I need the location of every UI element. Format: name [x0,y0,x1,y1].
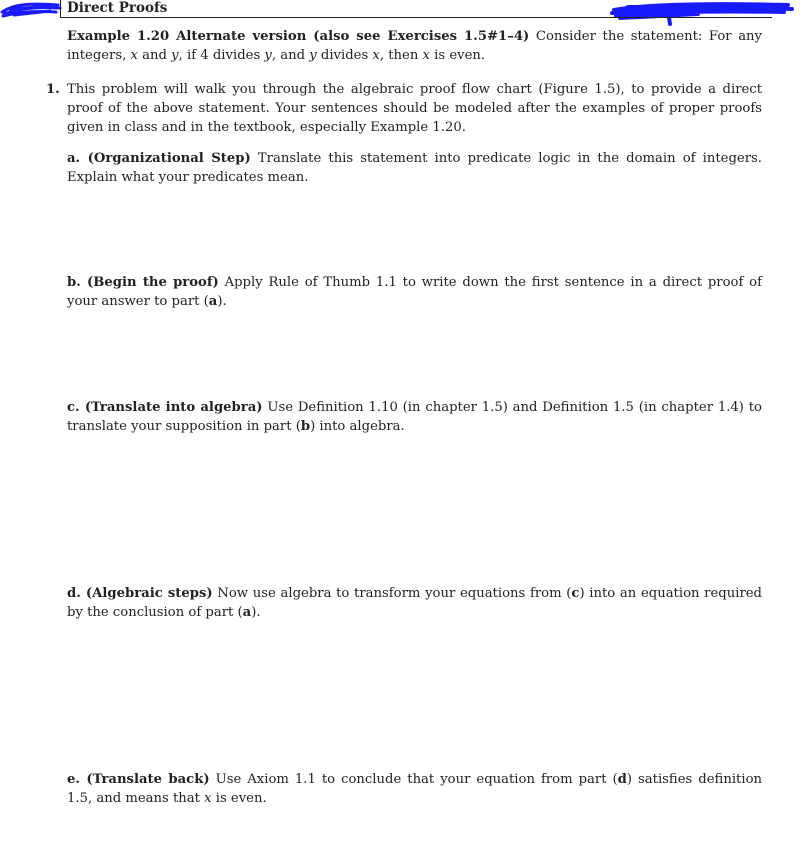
part-e: e. (Translate back) Use Axiom 1.1 to conclude that your equation from part (d) satisfies definition 1.5, and means that x is even. [67,772,763,806]
part-d: d. (Algebraic steps) Now use algebra to transform your equations from (c) into an equation required by the conclusion of part (a). [67,586,762,620]
example-label: Example 1.20 Alternate version (also see Exercises 1.5#1–4) [67,29,530,44]
part-b-label: b. (Begin the proof) [67,275,219,290]
part-a-label: a. (Organizational Step) [67,151,251,166]
header-tick [60,0,61,18]
header-rule [60,17,772,18]
redaction-scribble-left [0,0,66,20]
part-a [67,149,762,187]
problem-statement: This problem will walk you through the algebraic proof flow chart (Figure 1.5), to provide a direct proof of the above statement. Your sentences should be modeled after the examples of proper proofs given in class and in the textbook, especially Example 1.20. [67,82,762,135]
part-c: c. (Translate into algebra) Use Definition 1.10 (in chapter 1.5) and Definition 1.5 (in chapter 1.4) to translate your supposition in part (b) into algebra. [67,400,762,434]
part-b: b. (Begin the proof) Apply Rule of Thumb 1.1 to write down the first sentence in a direct proof of your answer to part (a). [67,275,762,309]
part-a-text: Translate this statement into predicate logic in the domain of integers. Explain what your predicates mean. [67,151,762,185]
example-statement: Example 1.20 Alternate version (also see Exercises 1.5#1–4) Consider the statement: For any integers, x and y, if 4 divides y, and y divides x, then x is even. [67,29,763,63]
redaction-scribble-right [608,0,798,26]
part-e-label: e. (Translate back) [67,772,210,787]
part-c-label: c. (Translate into algebra) [67,400,263,415]
part-d-label: d. (Algebraic steps) [67,586,213,601]
problem-number: 1. [46,82,60,97]
page-title: Direct Proofs [67,0,168,16]
